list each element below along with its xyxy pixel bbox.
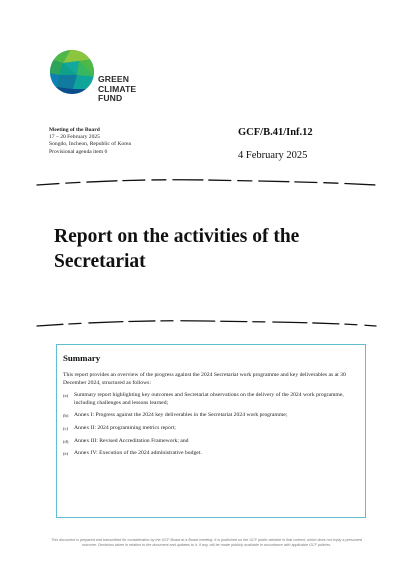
list-item (63, 438, 357, 446)
document-symbol: GCF/B.41/Inf.12 (238, 127, 313, 138)
list-item (63, 450, 357, 458)
list-item-text: Summary report highlighting key outcomes and Secretariat observations on the delivery of the 2024 work programme, including challenges and lessons learned; (74, 392, 344, 406)
meeting-dates: 17 – 20 February 2025 (49, 134, 100, 141)
list-item-text: Annex I: Progress against the 2024 key deliverables in the Secretariat 2024 work programme; (74, 412, 288, 419)
logo-line: GREEN (98, 74, 130, 84)
document-date: 4 February 2025 (238, 150, 308, 161)
gcf-logo (49, 49, 169, 111)
logo-line: CLIMATE (98, 83, 137, 94)
list-marker: (c) (63, 425, 69, 431)
list-marker: (b) (63, 413, 69, 419)
disclaimer-footer: This document is prepared and transmitted for consideration by the GCF Board at a Board meeting. It is published on the GCF public website in that context, which does not imply a presumed outcome. Decisions taken in relation to the document and updates to it, if any, will be made publicly available in accordance with applicable GCF policies. (51, 538, 362, 548)
summary-box (56, 344, 366, 518)
list-item-text: Annex III: Revised Accreditation Framework; and (74, 437, 189, 444)
summary-heading: Summary (63, 353, 101, 363)
list-item (63, 425, 357, 433)
page-title: Report on the activities of the Secretariat (54, 226, 300, 272)
list-item-text: Annex IV: Execution of the 2024 administrative budget. (74, 450, 202, 457)
meeting-place: Songdo, Incheon, Republic of Korea (49, 141, 132, 148)
list-marker: (a) (63, 393, 69, 399)
summary-intro: This report provides an overview of the progress against the 2024 Secretariat work programme and key deliverables as at 30 December 2024, structured as follows: (63, 372, 346, 386)
summary-list (63, 392, 357, 458)
list-marker: (e) (63, 451, 69, 457)
wave-divider-top (34, 177, 379, 189)
logo-wordmark (98, 75, 136, 104)
list-item-text: Annex II: 2024 programming metrics report; (74, 424, 176, 431)
list-marker: (d) (63, 438, 69, 444)
document-info (238, 126, 313, 162)
meeting-info (49, 127, 219, 156)
gcf-globe-icon (49, 49, 95, 95)
wave-divider-bottom (34, 317, 379, 329)
meeting-name: Meeting of the Board (49, 127, 100, 133)
list-item (63, 392, 357, 407)
agenda-item: Provisional agenda item 6 (49, 148, 108, 155)
logo-line: FUND (98, 93, 123, 104)
list-item (63, 412, 357, 420)
